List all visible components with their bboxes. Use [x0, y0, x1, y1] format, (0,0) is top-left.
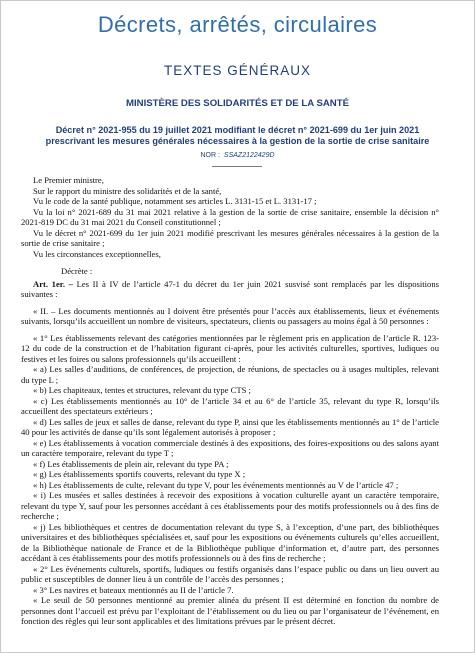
article-paragraph: « b) Les chapiteaux, tentes et structures, relevant du type CTS ;: [33, 385, 251, 395]
article-paragraph: « 3° Les navires et bateaux mentionnés au II de l’article 7.: [33, 584, 234, 595]
article-paragraph: « 2° Les événements culturels, sportifs, ludiques ou festifs organisés dans l’espace public ou dans un lieu ouvert au public et susceptibles de donner lieu à un contrôle de l’accès des personnes ;: [21, 563, 439, 584]
decree-title: Décret n° 2021-955 du 19 juillet 2021 modifiant le décret n° 2021-699 du 1er juin 2021 prescrivant les mesures générales nécessaires à la gestion de la sortie de crise sanitaire: [45, 125, 430, 146]
decrete-heading: Décrète :: [61, 266, 93, 276]
preamble-line: Sur le rapport du ministre des solidarités et de la santé,: [33, 185, 222, 196]
decree-body: [21, 175, 439, 627]
article-paragraph: « II. – Les documents mentionnés au I doivent être présentés pour l’accès aux établissements, lieux et événements suivants, lorsqu’ils accueillent un nombre de visiteurs, spectateurs, clients ou passagers au moins égal à 50 personnes :: [21, 305, 439, 326]
journal-section-title: Décrets, arrêtés, circulaires: [97, 12, 378, 37]
article-paragraph: « d) Les salles de jeux et salles de danse, relevant du type P, ainsi que les établissements mentionnés au 1° de l’article 40 pour les activités de danse qu’ils sont légalement autorisés à proposer ;: [21, 416, 439, 437]
preamble-line: Vu le décret n° 2021-699 du 1er juin 2021 modifié prescrivant les mesures générales nécessaires à la gestion de la sortie de crise sanitaire ;: [21, 227, 439, 248]
preamble-line: Vu les circonstances exceptionnelles,: [33, 248, 161, 259]
article-label: Art. 1er. –: [33, 278, 73, 289]
nor-value: SSAZ2122429D: [223, 152, 275, 159]
article-paragraph: « j) Les bibliothèques et centres de documentation relevant du type S, à l’exception, d’une part, des bibliothèques universitaires et des bibliothèques spécialisées et, sauf pour les expositions ou événements culturels qu’elles accueillent, de la Bibliothèque nationale de France et de la Bibliothèque publique d’information et, d’autre part, des personnes accédant à ces établissements pour des motifs professionnels ou à des fins de recherche ;: [21, 521, 439, 563]
preamble-line: Vu le code de la santé publique, notamment ses articles L. 3131-15 et L. 3131-17 ;: [33, 196, 317, 206]
article-paragraph: « f) Les établissements de plein air, relevant du type PA ;: [33, 458, 229, 469]
article-paragraph: « c) Les établissements mentionnés au 10° de l’article 34 et au 6° de l’article 35, relevant du type R, lorsqu’ils accueillent des spectateurs extérieurs ;: [21, 395, 439, 416]
nor-reference: [1, 151, 474, 160]
article-paragraph: « g) Les établissements sportifs couverts, relevant du type X ;: [33, 469, 246, 479]
article-paragraph: « i) Les musées et salles destinées à recevoir des expositions à vocation culturelle ayant un caractère temporaire, relevant du type Y, sauf pour les personnes accédant à ces établissements pour des motifs professionnels ou à des fins de recherche ;: [21, 490, 439, 521]
article-paragraph: « a) Les salles d’auditions, de conférences, de projection, de réunions, de spectacles ou à usages multiples, relevant du type L ;: [21, 364, 439, 385]
nor-label: NOR :: [200, 152, 220, 159]
preamble-line: Le Premier ministre,: [33, 175, 104, 185]
article-intro: [21, 279, 439, 300]
article-paragraph: « h) Les établissements de culte, relevant du type V, pour les événements mentionnés au V de l’article 47 ;: [33, 479, 399, 490]
section-heading: TEXTES GÉNÉRAUX: [163, 63, 312, 78]
title-divider: [212, 166, 262, 167]
preamble-line: Vu la loi n° 2021-689 du 31 mai 2021 relative à la gestion de la sortie de crise sanitaire, ensemble la décision n° 2021-819 DC du 31 mai 2021 du Conseil constitutionnel ;: [21, 206, 439, 227]
ministry-heading: MINISTÈRE DES SOLIDARITÉS ET DE LA SANTÉ: [126, 98, 349, 109]
article-paragraph: « Le seuil de 50 personnes mentionné au premier alinéa du présent II est déterminé en fonction du nombre de personnes dont l’accueil est prévu par l’exploitant de l’établissement ou du lieu ou par l’organisateur de l’événement, en fonction des règles qui leur sont applicables et des limitations prévues par le présent décret.: [21, 595, 439, 626]
article-paragraph: « e) Les établissements à vocation commerciale destinés à des expositions, des foires-expositions ou des salons ayant un caractère temporaire, relevant du type T ;: [21, 437, 439, 458]
article-paragraph: « 1° Les établissements relevant des catégories mentionnées par le règlement pris en application de l’article R. 123-12 du code de la construction et de l’habitation figurant ci-après, pour les activités culturelles, sportives, ludiques ou festives et les foires ou salons professionnels qu’ils accueillent :: [21, 332, 439, 364]
article-intro-text: Les II à IV de l’article 47-1 du décret du 1er juin 2021 susvisé sont remplacés par les dispositions suivantes :: [21, 278, 439, 299]
